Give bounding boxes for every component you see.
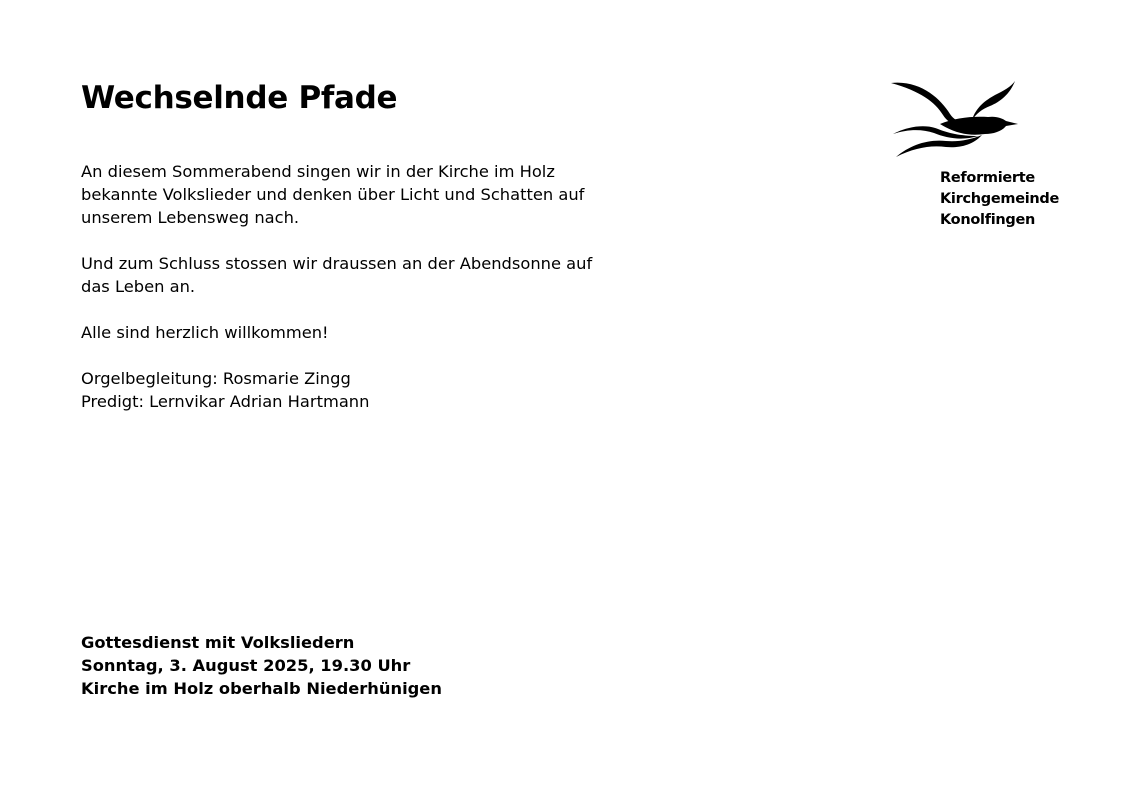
credits-paragraph [81,367,641,413]
logo-line: Kirchgemeinde [940,191,1060,207]
sermon-credit: Predigt: Lernvikar Adrian Hartmann [81,392,370,411]
body-text [81,160,641,413]
logo-line: Reformierte [940,170,1035,186]
intro-line: unserem Lebensweg nach. [81,208,300,227]
event-datetime: Sonntag, 3. August 2025, 19.30 Uhr [81,656,411,675]
closing-line: Und zum Schluss stossen wir draussen an der Abendsonne auf [81,254,593,273]
closing-line: das Leben an. [81,277,196,296]
intro-paragraph [81,160,641,229]
welcome-paragraph [81,321,641,344]
page-title: Wechselnde Pfade [81,80,398,116]
dove-icon [888,78,1020,166]
logo-line: Konolfingen [940,212,1036,228]
logo-text [940,168,1059,231]
organ-credit: Orgelbegleitung: Rosmarie Zingg [81,369,351,388]
event-name: Gottesdienst mit Volksliedern [81,633,355,652]
welcome-line: Alle sind herzlich willkommen! [81,323,329,342]
church-logo [888,78,1068,238]
event-location: Kirche im Holz oberhalb Niederhünigen [81,679,442,698]
closing-paragraph [81,252,641,298]
event-info [81,631,442,700]
intro-line: bekannte Volkslieder und denken über Licht und Schatten auf [81,185,585,204]
intro-line: An diesem Sommerabend singen wir in der Kirche im Holz [81,162,555,181]
